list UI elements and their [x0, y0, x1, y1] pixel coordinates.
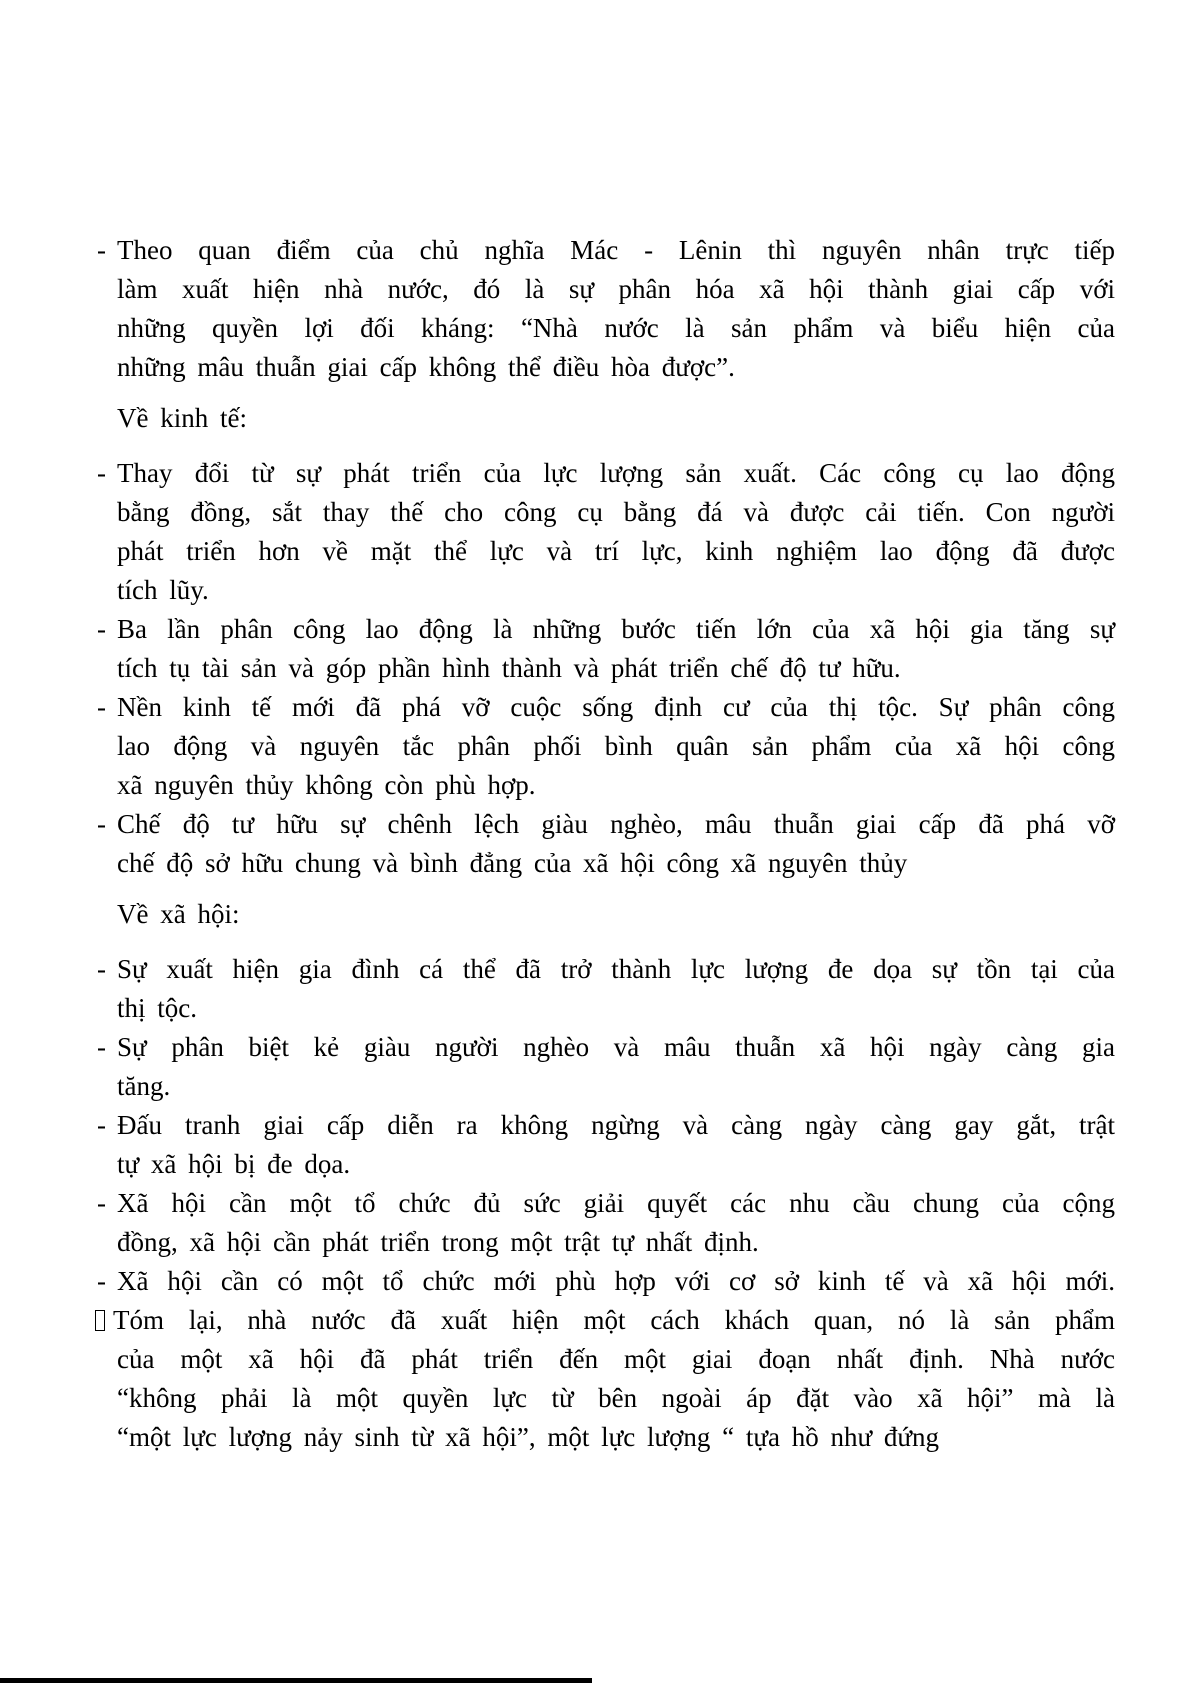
bullet-paragraph: [95, 454, 1115, 610]
text-line: [95, 270, 1115, 309]
bullet-paragraph: [95, 688, 1115, 805]
bullet-dash-marker: -: [97, 954, 106, 984]
bullet-dash-marker: -: [97, 458, 106, 488]
text-line: [95, 348, 1115, 387]
line-text: những mâu thuẫn giai cấp không thể điều hòa được”.: [117, 352, 735, 382]
bullet-paragraph: [95, 231, 1115, 387]
text-content: [95, 231, 1115, 1457]
line-text: Theo quan điểm của chủ nghĩa Mác - Lênin thì nguyên nhân trực tiếp: [117, 235, 1115, 265]
line-text: đồng, xã hội cần phát triển trong một trật tự nhất định.: [117, 1227, 759, 1257]
text-line: [95, 1106, 1115, 1145]
text-line: [95, 1028, 1115, 1067]
text-line: [95, 727, 1115, 766]
line-text: tự xã hội bị đe dọa.: [117, 1149, 351, 1179]
bullet-dash-marker: -: [97, 614, 106, 644]
line-text: “một lực lượng nảy sinh từ xã hội”, một lực lượng “ tựa hồ như đứng: [117, 1422, 940, 1452]
text-line: [95, 1340, 1115, 1379]
line-text: bằng đồng, sắt thay thế cho công cụ bằng đá và được cải tiến. Con người: [117, 497, 1115, 527]
bullet-paragraph: [95, 805, 1115, 883]
line-text: Sự phân biệt kẻ giàu người nghèo và mâu thuẫn xã hội ngày càng gia: [117, 1032, 1115, 1062]
line-text: Thay đổi từ sự phát triển của lực lượng sản xuất. Các công cụ lao động: [117, 458, 1115, 488]
text-line: [95, 493, 1115, 532]
bullet-dash-marker: -: [97, 235, 106, 265]
text-line: [95, 1223, 1115, 1262]
line-text: thị tộc.: [117, 993, 197, 1023]
line-text: Nền kinh tế mới đã phá vỡ cuộc sống định cư của thị tộc. Sự phân công: [117, 692, 1115, 722]
line-text: phát triển hơn về mặt thể lực và trí lực, kinh nghiệm lao động đã được: [117, 536, 1115, 566]
text-line: [95, 610, 1115, 649]
line-text: tích lũy.: [117, 575, 209, 605]
text-line: [95, 688, 1115, 727]
line-text: tích tụ tài sản và góp phần hình thành và phát triển chế độ tư hữu.: [117, 653, 901, 683]
missing-glyph-icon: [95, 1310, 105, 1331]
text-line: [95, 532, 1115, 571]
bullet-dash-marker: -: [97, 1110, 106, 1140]
text-line: [95, 805, 1115, 844]
bullet-dash-marker: -: [97, 1266, 106, 1296]
bullet-paragraph: [95, 950, 1115, 1028]
line-text: Xã hội cần có một tổ chức mới phù hợp với cơ sở kinh tế và xã hội mới.: [117, 1266, 1115, 1296]
bottom-partial-bar: [0, 1678, 592, 1683]
bullet-paragraph: [95, 1106, 1115, 1184]
bullet-paragraph: [95, 1262, 1115, 1301]
bullet-dash-marker: -: [97, 692, 106, 722]
text-line: [95, 1067, 1115, 1106]
text-line: [95, 989, 1115, 1028]
line-text: Chế độ tư hữu sự chênh lệch giàu nghèo, mâu thuẫn giai cấp đã phá vỡ: [117, 809, 1115, 839]
line-text: của một xã hội đã phát triển đến một giai đoạn nhất định. Nhà nước: [117, 1344, 1115, 1374]
text-line: [95, 1262, 1115, 1301]
line-text: Đấu tranh giai cấp diễn ra không ngừng và càng ngày càng gay gắt, trật: [117, 1110, 1115, 1140]
text-line: [95, 950, 1115, 989]
line-text: làm xuất hiện nhà nước, đó là sự phân hóa xã hội thành giai cấp với: [117, 274, 1115, 304]
section-heading: Về xã hội:: [117, 899, 240, 929]
line-text: Ba lần phân công lao động là những bước tiến lớn của xã hội gia tăng sự: [117, 614, 1115, 644]
text-line: [95, 844, 1115, 883]
summary-paragraph: [95, 1301, 1115, 1457]
line-text: lao động và nguyên tắc phân phối bình quân sản phẩm của xã hội công: [117, 731, 1115, 761]
line-text: tăng.: [117, 1071, 171, 1101]
bullet-paragraph: [95, 1184, 1115, 1262]
bullet-dash-marker: -: [97, 1032, 106, 1062]
text-line: [95, 1301, 1115, 1340]
line-text: xã nguyên thủy không còn phù hợp.: [117, 770, 536, 800]
text-line: [95, 649, 1115, 688]
line-text: chế độ sở hữu chung và bình đẳng của xã hội công xã nguyên thủy: [117, 848, 908, 878]
bullet-paragraph: [95, 1028, 1115, 1106]
text-line: [95, 1145, 1115, 1184]
text-line: [95, 571, 1115, 610]
text-line: [95, 309, 1115, 348]
section-heading: Về kinh tế:: [117, 403, 247, 433]
bullet-dash-marker: -: [97, 1188, 106, 1218]
bullet-paragraph: [95, 610, 1115, 688]
text-line: [95, 1379, 1115, 1418]
text-line: [95, 454, 1115, 493]
line-text: “không phải là một quyền lực từ bên ngoài áp đặt vào xã hội” mà là: [117, 1383, 1115, 1413]
text-line: [95, 1184, 1115, 1223]
line-text: Sự xuất hiện gia đình cá thể đã trở thành lực lượng đe dọa sự tồn tại của: [117, 954, 1115, 984]
line-text: những quyền lợi đối kháng: “Nhà nước là sản phẩm và biểu hiện của: [117, 313, 1115, 343]
text-line: [95, 766, 1115, 805]
bullet-dash-marker: -: [97, 809, 106, 839]
text-line: [95, 231, 1115, 270]
text-line: [95, 1418, 1115, 1457]
line-text: Tóm lại, nhà nước đã xuất hiện một cách khách quan, nó là sản phẩm: [113, 1305, 1115, 1335]
line-text: Xã hội cần một tổ chức đủ sức giải quyết các nhu cầu chung của cộng: [117, 1188, 1115, 1218]
